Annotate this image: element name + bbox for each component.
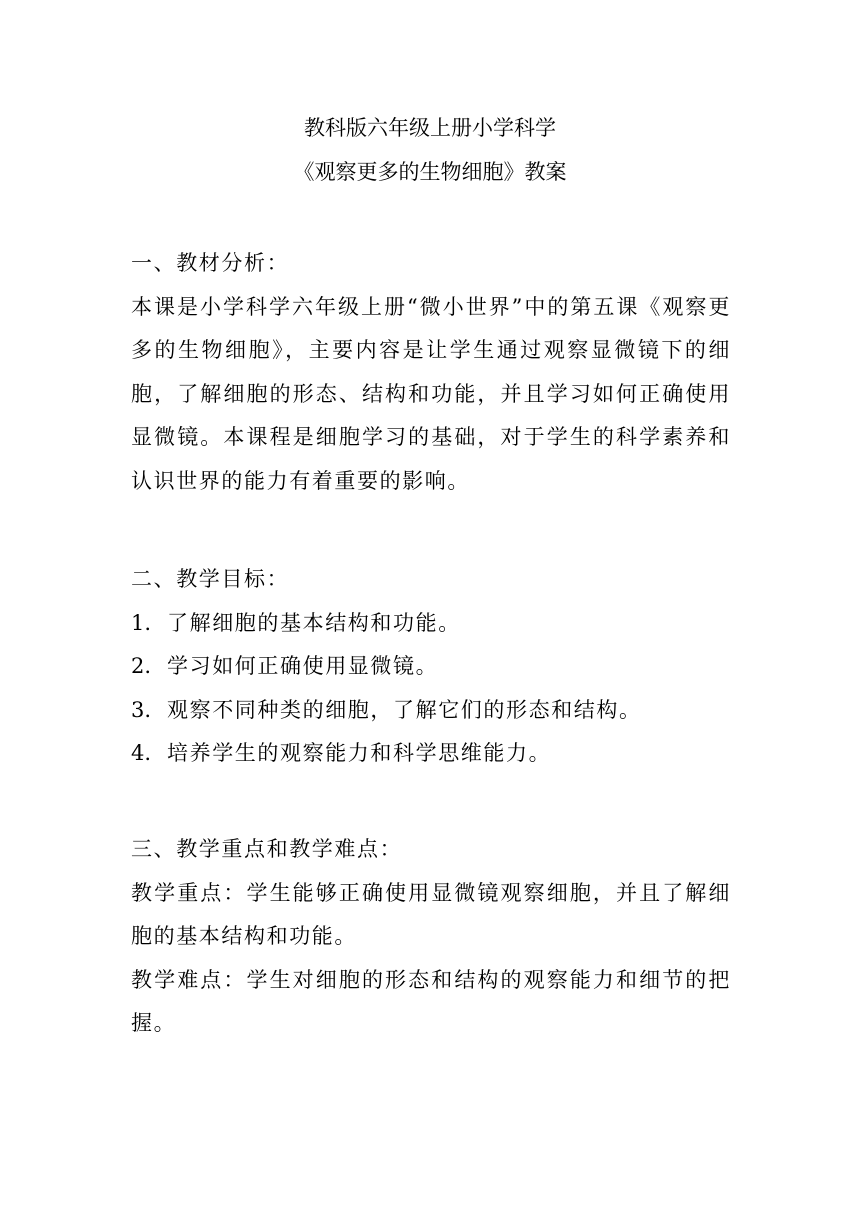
list-item-number: 1. [131, 610, 152, 635]
list-item-text: 观察不同种类的细胞，了解它们的形态和结构。 [167, 697, 642, 722]
section-heading: 二、教学目标： [131, 567, 290, 591]
list-item [131, 689, 731, 733]
section-heading: 一、教材分析： [131, 251, 290, 275]
section-key-points [131, 828, 731, 1046]
list-item-text: 学习如何正确使用显微镜。 [167, 654, 439, 678]
section-teaching-goals [131, 558, 731, 776]
list-item-number: 4. [131, 741, 152, 765]
key-point-paragraph: 教学重点：学生能够正确使用显微镜观察细胞，并且了解细胞的基本结构和功能。 [131, 880, 731, 948]
section-textbook-analysis [131, 242, 731, 503]
document-title-line1: 教科版六年级上册小学科学 [304, 116, 556, 140]
list-item-number: 3. [131, 697, 152, 722]
list-item-number: 2. [131, 654, 152, 678]
list-item [131, 602, 731, 646]
list-item [131, 732, 731, 776]
document-title-line2: 《观察更多的生物细胞》教案 [293, 160, 567, 184]
section-heading: 三、教学重点和教学难点： [131, 837, 403, 861]
list-item-text: 了解细胞的基本结构和功能。 [167, 610, 461, 635]
section-paragraph: 本课是小学科学六年级上册“微小世界”中的第五课《观察更多的生物细胞》，主要内容是让学生通过观察显微镜下的细胞，了解细胞的形态、结构和功能，并且学习如何正确使用显微镜。本课程是细胞学习的基础，对于学生的科学素养和认识世界的能力有着重要的影响。 [131, 294, 731, 493]
list-item-text: 培养学生的观察能力和科学思维能力。 [167, 741, 552, 765]
difficulty-paragraph: 教学难点：学生对细胞的形态和结构的观察能力和细节的把握。 [131, 967, 731, 1035]
list-item [131, 645, 731, 689]
